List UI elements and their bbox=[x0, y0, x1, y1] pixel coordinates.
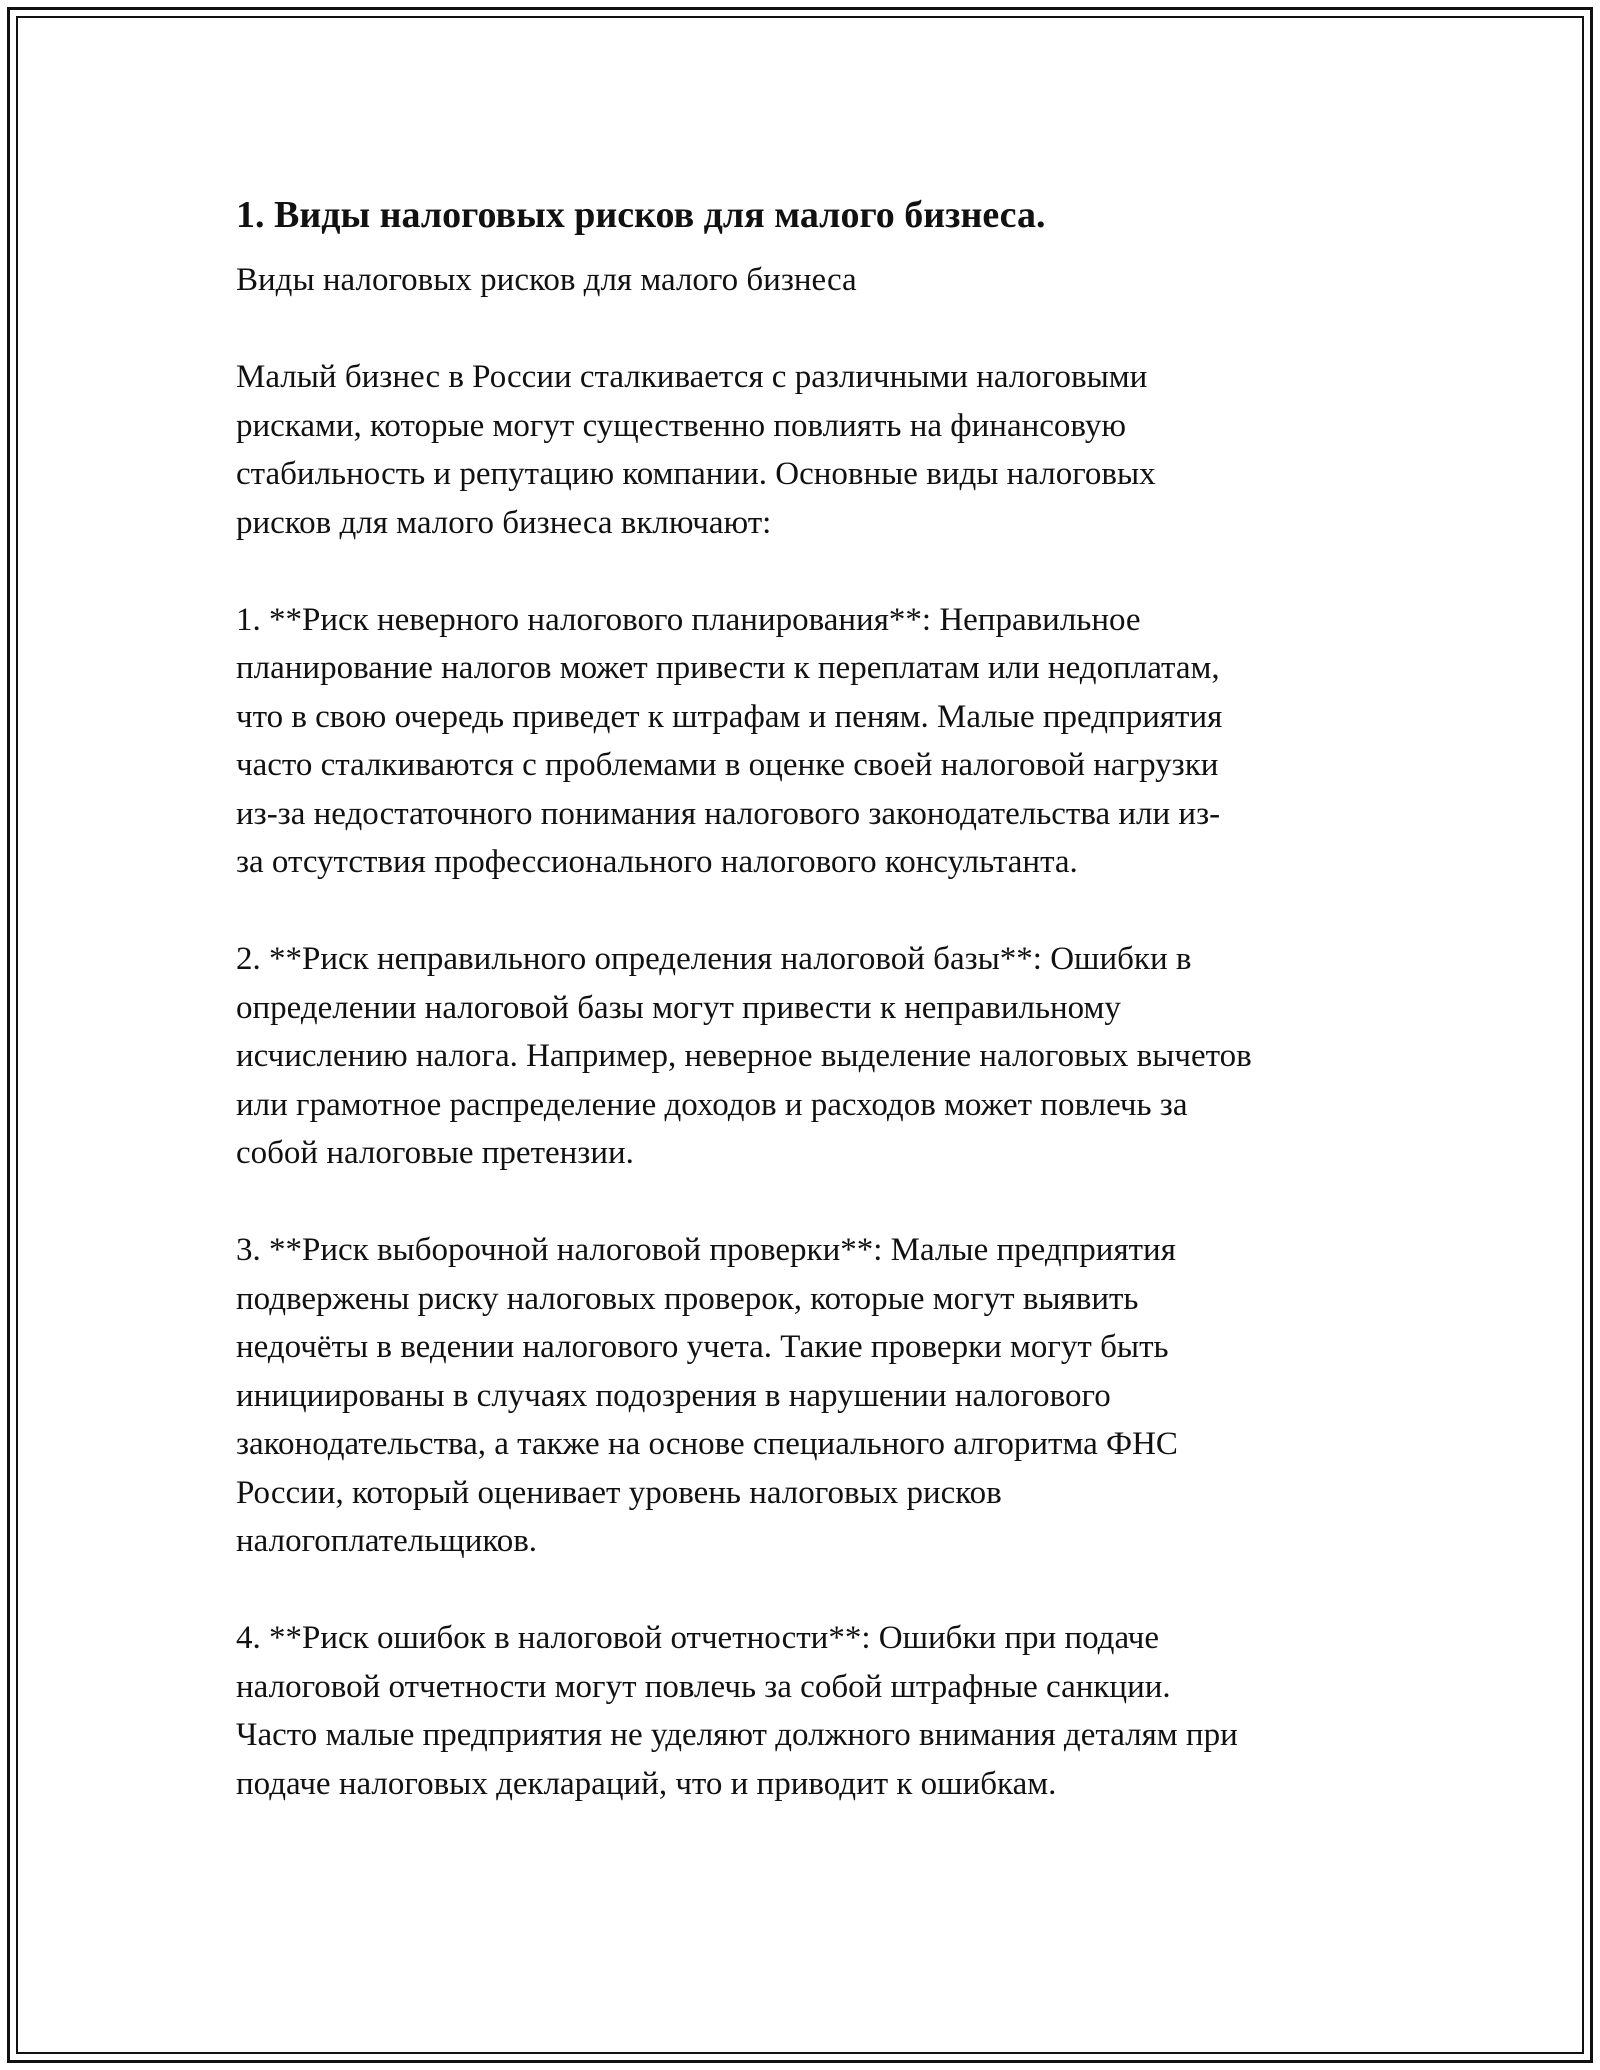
document-body bbox=[236, 186, 1376, 1808]
risk-item-3: 3. **Риск выборочной налоговой проверки**: Малые предприятия подвержены риску налоговых проверок, которые могут выявить недочёты в ведении налогового учета. Такие проверки могут быть инициированы в случаях подозрения в нарушении налогового законодательства, а также на основе специального алгоритма ФНС России, который оценивает уровень налоговых рисков налогоплательщиков. bbox=[236, 1232, 1178, 1559]
section-subtitle: Виды налоговых рисков для малого бизнеса bbox=[236, 262, 857, 298]
intro-paragraph: Малый бизнес в России сталкивается с различными налоговыми рисками, которые могут существенно повлиять на финансовую стабильность и репутацию компании. Основные виды налоговых рисков для малого бизнеса включают: bbox=[236, 359, 1156, 541]
risk-item-2: 2. **Риск неправильного определения налоговой базы**: Ошибки в определении налоговой базы могут привести к неправильному исчислению налога. Например, неверное выделение налоговых вычетов или грамотное распределение доходов и расходов может повлечь за собой налоговые претензии. bbox=[236, 941, 1252, 1171]
risk-item-1: 1. **Риск неверного налогового планирования**: Неправильное планирование налогов может привести к переплатам или недоплатам, что в свою очередь приведет к штрафам и пеням. Малые предприятия часто сталкиваются с проблемами в оценке своей налоговой нагрузки из-за недостаточного понимания налогового законодательства или из- за отсутствия профессионального налогового консультанта. bbox=[236, 601, 1223, 880]
section-heading: 1. Виды налоговых рисков для малого бизнеса. bbox=[236, 194, 1046, 236]
risk-item-4: 4. **Риск ошибок в налоговой отчетности**: Ошибки при подаче налоговой отчетности могут повлечь за собой штрафные санкции. Часто малые предприятия не уделяют должного внимания деталям при подаче налоговых деклараций, что и приводит к ошибкам. bbox=[236, 1620, 1238, 1802]
